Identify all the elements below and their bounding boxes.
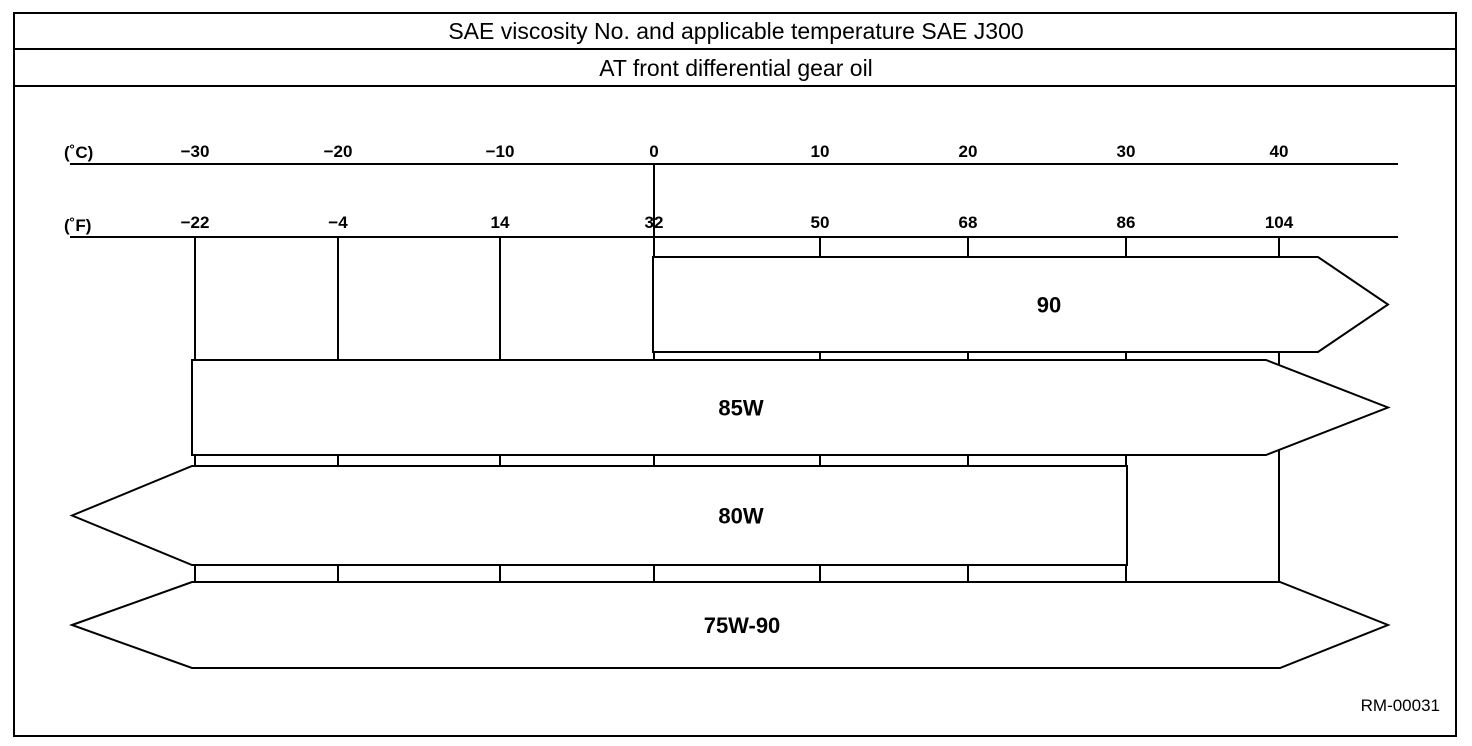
celsius-tick-6: 30 (1116, 142, 1136, 161)
viscosity-band-label-1: 85W (718, 395, 764, 421)
viscosity-band-2 (72, 466, 1127, 565)
fahrenheit-tick-1: −4 (328, 213, 348, 232)
celsius-unit-label: (˚C) (64, 143, 94, 162)
fahrenheit-tick-labels (181, 213, 1294, 232)
fahrenheit-tick-6: 86 (1116, 213, 1136, 232)
viscosity-band-0 (653, 257, 1388, 352)
fahrenheit-tick-4: 50 (810, 213, 830, 232)
celsius-tick-1: −20 (323, 142, 353, 161)
celsius-tick-4: 10 (810, 142, 830, 161)
viscosity-band-label-2: 80W (718, 503, 764, 529)
chart-subtitle: AT front differential gear oil (599, 55, 873, 81)
fahrenheit-tick-3: 32 (644, 213, 664, 232)
celsius-tick-3: 0 (649, 142, 659, 161)
viscosity-band-label-3: 75W-90 (703, 613, 781, 638)
chart-title: SAE viscosity No. and applicable temperature SAE J300 (448, 18, 1024, 44)
viscosity-band-1 (192, 360, 1388, 455)
celsius-tick-7: 40 (1269, 142, 1289, 161)
fahrenheit-tick-0: −22 (180, 213, 210, 232)
fahrenheit-unit-label: (˚F) (64, 216, 92, 235)
figure-reference: RM-00031 (1360, 696, 1440, 715)
celsius-tick-2: −10 (485, 142, 515, 161)
viscosity-bands (72, 257, 1388, 668)
viscosity-band-label-0: 90 (1036, 292, 1062, 318)
fahrenheit-tick-7: 104 (1264, 213, 1294, 232)
celsius-tick-labels (181, 142, 1289, 161)
fahrenheit-tick-5: 68 (958, 213, 978, 232)
celsius-tick-5: 20 (958, 142, 978, 161)
fahrenheit-tick-2: 14 (490, 213, 510, 232)
celsius-tick-0: −30 (180, 142, 210, 161)
